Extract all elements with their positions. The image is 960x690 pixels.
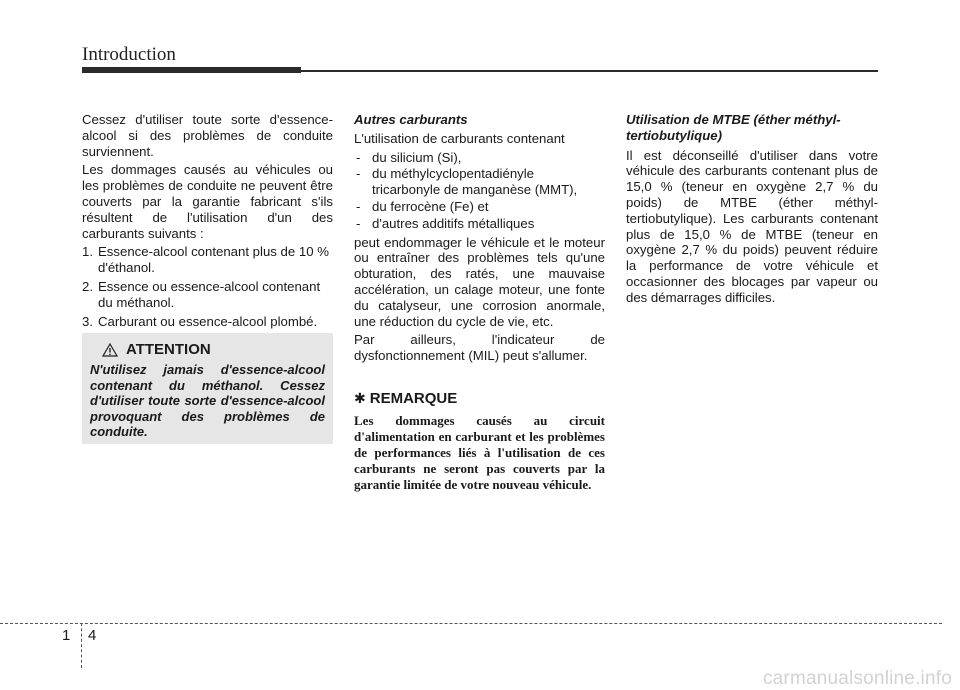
paragraph: Il est déconseillé d'utiliser dans votre véhicule des carburants contenant plus de 15,0 % (teneur en oxygène 2,7 % du poids) de MTBE (éther méthyl-tertiobutylique). Les carburants contenant plus de 15,0 % de MTBE (teneur en oxygène 2,7 % du poids) peuvent réduire la performance de votre véhicule et occasionner des blocages par vapeur ou des démarrages difficiles. <box>626 147 878 305</box>
list-item: - du méthylcyclopentadiényle tricarbonyle de manganèse (MMT), <box>356 166 578 198</box>
column-1 <box>82 112 333 332</box>
list-item <box>82 314 333 330</box>
list-text: du silicium (Si), <box>372 149 462 165</box>
column-3 <box>626 112 878 309</box>
list-item: - du ferrocène (Fe) et <box>356 198 489 214</box>
watermark: carmanualsonline.info <box>762 668 952 689</box>
list-item <box>82 244 333 276</box>
paragraph: Les dommages causés au véhicules ou les problèmes de conduite ne peuvent être couverts par la garantie fabricant s'ils résultent de l'utilisation d'un des carburants suivants : <box>82 162 333 241</box>
attention-body: N'utilisez jamais d'essence-alcool contenant du méthanol. Cessez d'utiliser toute sorte d'essence-alcool provoquant des problèmes de conduite. <box>90 362 325 439</box>
paragraph: L'utilisation de carburants contenant <box>354 130 565 146</box>
remark-heading <box>354 390 605 407</box>
section-heading: Autres carburants <box>354 112 468 127</box>
attention-title: ATTENTION <box>126 341 211 358</box>
paragraph: Par ailleurs, l'indicateur de dysfonctionnement (MIL) peut s'allumer. <box>354 332 605 364</box>
remark-box <box>354 390 605 493</box>
section-heading: Utilisation de MTBE (éther méthyl-tertiobutylique) <box>626 112 841 143</box>
page-title: Introduction <box>82 44 176 65</box>
header-rule-thick <box>82 67 301 73</box>
list-item <box>82 279 333 311</box>
list-text: Carburant ou essence-alcool plombé. <box>98 313 318 329</box>
remark-star-icon: ✱ <box>354 390 366 406</box>
list-number: 3. <box>82 313 93 329</box>
paragraph: Cessez d'utiliser toute sorte d'essence-alcool si des problèmes de conduite surviennent. <box>82 112 333 159</box>
attention-box <box>82 333 333 444</box>
column-2 <box>354 112 605 367</box>
list-number: 1. <box>82 244 93 260</box>
list-text: Essence-alcool contenant plus de 10 % d'éthanol. <box>98 244 329 276</box>
list-item: - du silicium (Si), <box>356 149 462 165</box>
list-text: Essence ou essence-alcool contenant du méthanol. <box>98 278 321 310</box>
page-number: 4 <box>88 627 97 644</box>
footer-divider <box>81 623 82 668</box>
list-number: 2. <box>82 278 93 294</box>
remark-title: REMARQUE <box>369 390 458 407</box>
remark-body: Les dommages causés au circuit d'alimentation en carburant et les problèmes de performances liés à l'utilisation de ces carburants ne seront pas couverts par la garantie limitée de votre nouveau véhicule. <box>354 413 605 493</box>
list-text: du ferrocène (Fe) et <box>372 198 489 214</box>
paragraph: peut endommager le véhicule et le moteur ou entraîner des problèmes tels qu'une obturation, des ratés, une mauvaise accélération, un calage moteur, une fonte du catalyseur, une corrosion anormale, une réduction du cycle de vie, etc. <box>354 234 605 329</box>
attention-heading <box>102 341 325 358</box>
list-text: d'autres additifs métalliques <box>372 215 535 231</box>
section-number: 1 <box>62 627 71 644</box>
list-item: - d'autres additifs métalliques <box>356 215 535 231</box>
warning-icon <box>102 343 118 357</box>
header-rule-thin <box>301 70 878 72</box>
list-text: du méthylcyclopentadiényle tricarbonyle de manganèse (MMT), <box>372 166 578 198</box>
footer-rule <box>0 623 942 624</box>
